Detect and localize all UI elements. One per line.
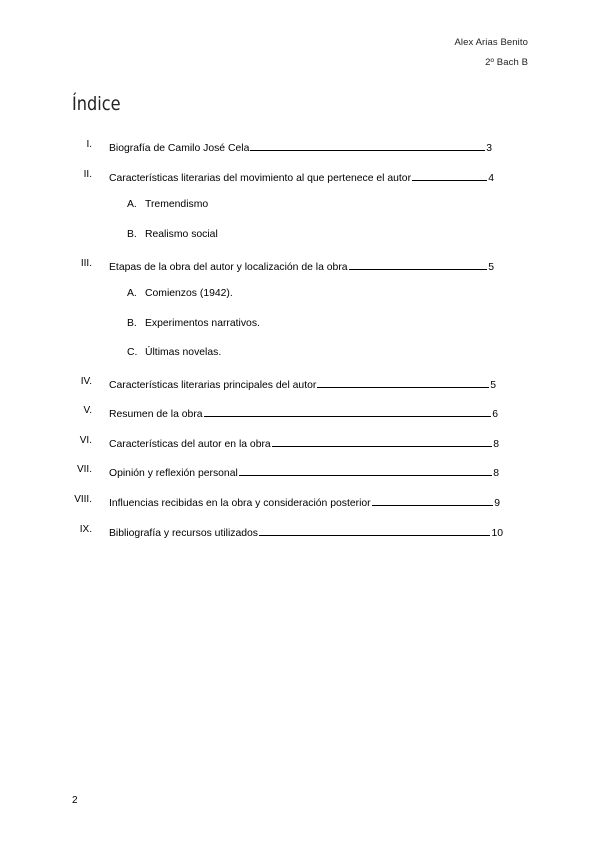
toc-subentry[interactable] [127,228,218,242]
toc-subentry[interactable] [127,198,208,212]
toc-number: IX. [79,524,92,535]
toc-entry[interactable] [109,405,498,419]
toc-sub-label: Experimentos narrativos. [145,318,260,329]
toc-label: Resumen de la obra [109,409,203,420]
toc-entry[interactable] [109,494,500,508]
toc-number: VII. [76,464,92,475]
toc-leader [372,494,494,506]
toc-label: Características literarias del movimiento al que pertenece el autor [109,173,412,184]
toc-page: 8 [493,468,499,479]
toc-leader [412,169,487,181]
toc-leader [317,376,489,388]
toc-leader [272,435,493,447]
toc-page: 6 [492,409,498,420]
toc-sub-label: Últimas novelas. [145,347,222,358]
toc-entry[interactable] [109,524,503,538]
toc-sub-label: Tremendismo [145,199,209,210]
toc-leader [349,258,488,270]
toc-leader [259,524,490,536]
toc-label: Bibliografía y recursos utilizados [109,528,259,539]
toc-subentry[interactable] [127,317,260,331]
toc-page: 5 [488,262,494,273]
toc-number: II. [83,169,92,180]
toc-entry[interactable] [109,139,492,153]
toc-leader [239,464,492,476]
toc-number: III. [80,258,92,269]
toc-number: VI. [79,435,92,446]
toc-number: VIII. [74,494,92,505]
toc-leader [250,139,485,151]
toc-label: Características literarias principales del autor [109,380,317,391]
toc-entry[interactable] [109,464,499,478]
toc-subentry[interactable] [127,346,221,360]
toc-sub-letter: A. [127,288,137,299]
toc-page: 9 [494,498,500,509]
toc-leader [204,405,492,417]
toc-page: 5 [490,380,496,391]
page-title: Índice [72,93,121,115]
toc-entry[interactable] [109,376,496,390]
toc-page: 8 [493,439,499,450]
header-author: Alex Arias Benito [454,37,528,48]
toc-label: Influencias recibidas en la obra y consideración posterior [109,498,371,509]
page-number: 2 [72,795,78,806]
header-class: 2º Bach B [485,57,528,68]
toc-page: 4 [488,173,494,184]
toc-sub-label: Comienzos (1942). [145,288,233,299]
toc-page: 10 [491,528,503,539]
toc-number: V. [83,405,92,416]
toc-sub-letter: C. [127,347,138,358]
toc-sub-label: Realismo social [145,229,218,240]
toc-sub-letter: B. [127,318,137,329]
toc-label: Opinión y reflexión personal [109,468,238,479]
toc-subentry[interactable] [127,287,233,301]
toc-number: IV. [80,376,92,387]
toc-label: Características del autor en la obra [109,439,271,450]
toc-sub-letter: B. [127,229,137,240]
toc-entry[interactable] [109,435,499,449]
toc-entry[interactable] [109,169,494,183]
toc-number: I. [86,139,92,150]
toc-entry[interactable] [109,258,494,272]
toc-label: Etapas de la obra del autor y localización de la obra [109,262,348,273]
toc-page: 3 [486,143,492,154]
toc-sub-letter: A. [127,199,137,210]
toc-label: Biografía de Camilo José Cela [109,143,250,154]
